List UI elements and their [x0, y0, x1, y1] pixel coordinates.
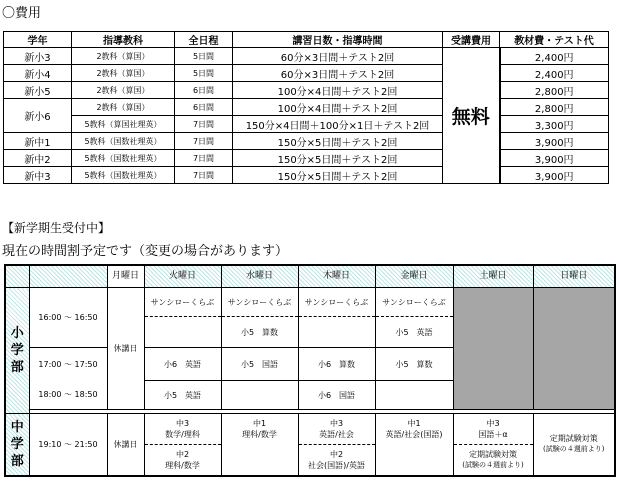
fee-header-days: 全日程 [175, 32, 233, 48]
fee-header-fee: 受講費用 [443, 32, 500, 48]
subject-cell: 2教科（算国） [72, 82, 175, 99]
table-row [5, 414, 615, 445]
class-cell: 小5 国語 [221, 348, 298, 381]
class-cell: 小5 算数 [375, 348, 453, 381]
days-cell: 5日間 [175, 48, 233, 65]
corner-cell [29, 265, 107, 288]
class-grade: 中3 [175, 419, 190, 428]
class-cell: 小5 英語 [375, 317, 453, 348]
fee-header-row [4, 32, 609, 48]
class-cell: 小5 英語 [144, 381, 221, 410]
class-grade: 中3 [329, 419, 344, 428]
day-header-mon: 月曜日 [107, 265, 144, 288]
class-cell: 小6 国語 [298, 381, 375, 410]
class-cell [144, 317, 221, 348]
subject-cell: 5教科（算国社理英） [72, 116, 175, 133]
elementary-label [5, 288, 29, 414]
club-cell: サンシローくらぶ [221, 288, 298, 317]
subject-cell: 5教科（国数社理英） [72, 167, 175, 184]
exam-prep-note: (試験の４週前より) [462, 460, 524, 469]
subject-cell: 5教科（国数社理英） [72, 133, 175, 150]
cost-cell: 2,800円 [500, 99, 609, 116]
table-row [4, 99, 609, 116]
cost-cell: 2,800円 [500, 82, 609, 99]
day-header-fri: 金曜日 [375, 265, 453, 288]
class-cell: 小5 算数 [221, 317, 298, 348]
schedule-note: 現在の時間割予定です（変更の場合があります） [2, 244, 289, 259]
elementary-label-text: 小学部 [10, 326, 24, 375]
fee-header-subject: 指導教科 [72, 32, 175, 48]
class-subject: 数学/理科 [165, 430, 200, 439]
timetable [4, 264, 616, 477]
class-subject: 理科/数学 [242, 430, 277, 439]
time-cell: 17:00 ～ 17:50 [29, 348, 107, 381]
hours-cell: 150分×5日間＋テスト2回 [233, 150, 443, 167]
hours-cell: 60分×3日間＋テスト2回 [233, 48, 443, 65]
cost-cell: 3,300円 [500, 116, 609, 133]
class-cell [298, 317, 375, 348]
class-subject: 英語/社会 [319, 430, 354, 439]
table-row [4, 116, 609, 133]
cost-cell: 3,900円 [500, 150, 609, 167]
days-cell: 7日間 [175, 116, 233, 133]
class-cell [221, 414, 298, 476]
exam-prep-note: (試験の４週前より) [543, 445, 605, 454]
grade-cell: 新中3 [4, 167, 72, 184]
club-cell: サンシローくらぶ [298, 288, 375, 317]
hours-cell: 150分×4日間＋100分×1日＋テスト2回 [233, 116, 443, 133]
fee-free-cell: 無料 [443, 48, 500, 184]
table-row [4, 65, 609, 82]
grade-cell: 新小3 [4, 48, 72, 65]
days-cell: 7日間 [175, 150, 233, 167]
class-cell: 小6 英語 [144, 348, 221, 381]
day-header-sat: 土曜日 [453, 265, 533, 288]
hours-cell: 100分×4日間＋テスト2回 [233, 82, 443, 99]
junior-label [5, 414, 29, 476]
cost-cell: 3,900円 [500, 133, 609, 150]
cost-cell: 3,900円 [500, 167, 609, 184]
exam-prep-label: 定期試験対策 [549, 434, 598, 444]
table-row [4, 82, 609, 99]
class-cell [221, 381, 298, 410]
class-cell [144, 414, 221, 445]
table-row [5, 288, 615, 317]
days-cell: 5日間 [175, 65, 233, 82]
fee-table [3, 31, 609, 184]
grade-cell: 新小6 [4, 99, 72, 133]
fee-title: 〇費用 [2, 6, 42, 21]
class-grade: 中3 [486, 419, 500, 428]
grade-cell: 新小5 [4, 82, 72, 99]
subject-cell: 2教科（算国） [72, 99, 175, 116]
class-cell [375, 414, 453, 476]
subject-cell: 2教科（算国） [72, 65, 175, 82]
table-row [4, 133, 609, 150]
club-cell: サンシローくらぶ [375, 288, 453, 317]
recruit-label: 【新学期生受付中】 [2, 221, 111, 235]
time-cell: 19:10 ～ 21:50 [29, 414, 107, 476]
class-grade: 中2 [329, 449, 344, 459]
subject-cell: 5教科（国数社理英） [72, 150, 175, 167]
corner-cell [5, 265, 29, 288]
grade-cell: 新中2 [4, 150, 72, 167]
class-cell [375, 381, 453, 410]
sat-closed-cell [453, 288, 533, 410]
day-header-wed: 水曜日 [221, 265, 298, 288]
days-cell: 7日間 [175, 167, 233, 184]
class-grade: 中1 [252, 419, 267, 428]
days-cell: 6日間 [175, 82, 233, 99]
table-row [4, 150, 609, 167]
table-row [4, 167, 609, 184]
day-header-tue: 火曜日 [144, 265, 221, 288]
club-cell: サンシローくらぶ [144, 288, 221, 317]
day-header-sun: 日曜日 [533, 265, 615, 288]
class-cell: 小6 算数 [298, 348, 375, 381]
class-grade: 中2 [175, 449, 190, 459]
closed-cell: 休講日 [107, 414, 144, 476]
class-grade: 中1 [407, 419, 421, 428]
class-subject: 社会(国語)/英語 [308, 460, 365, 470]
hours-cell: 150分×5日間＋テスト2回 [233, 133, 443, 150]
grade-cell: 新中1 [4, 133, 72, 150]
class-cell [298, 445, 375, 476]
fee-header-grade: 学年 [4, 32, 72, 48]
days-cell: 6日間 [175, 99, 233, 116]
time-cell: 16:00 ～ 16:50 [29, 288, 107, 348]
day-header-thu: 木曜日 [298, 265, 375, 288]
exam-prep-label: 定期試験対策 [469, 449, 517, 459]
hours-cell: 60分×3日間＋テスト2回 [233, 65, 443, 82]
class-cell [453, 414, 533, 445]
class-subject: 国語＋α [478, 430, 508, 439]
hours-cell: 150分×5日間＋テスト2回 [233, 167, 443, 184]
class-cell [453, 445, 533, 476]
class-cell [533, 414, 615, 476]
subject-cell: 2教科（算国） [72, 48, 175, 65]
timetable-header-row [5, 265, 615, 288]
table-row [4, 48, 609, 65]
class-subject: 英語/社会(国語) [385, 430, 443, 439]
sun-closed-cell [533, 288, 615, 410]
days-cell: 7日間 [175, 133, 233, 150]
class-cell [298, 414, 375, 445]
hours-cell: 100分×4日間＋テスト2回 [233, 99, 443, 116]
cost-cell: 2,400円 [500, 65, 609, 82]
fee-header-cost: 教材費・テスト代 [500, 32, 609, 48]
grade-cell: 新小4 [4, 65, 72, 82]
time-cell: 18:00 ～ 18:50 [29, 381, 107, 410]
junior-label-text: 中学部 [10, 419, 24, 469]
cost-cell: 2,400円 [500, 48, 609, 65]
fee-header-hours: 講習日数・指導時間 [233, 32, 443, 48]
closed-cell: 休講日 [107, 288, 144, 410]
class-cell [144, 445, 221, 476]
class-subject: 理科/数学 [165, 460, 200, 470]
